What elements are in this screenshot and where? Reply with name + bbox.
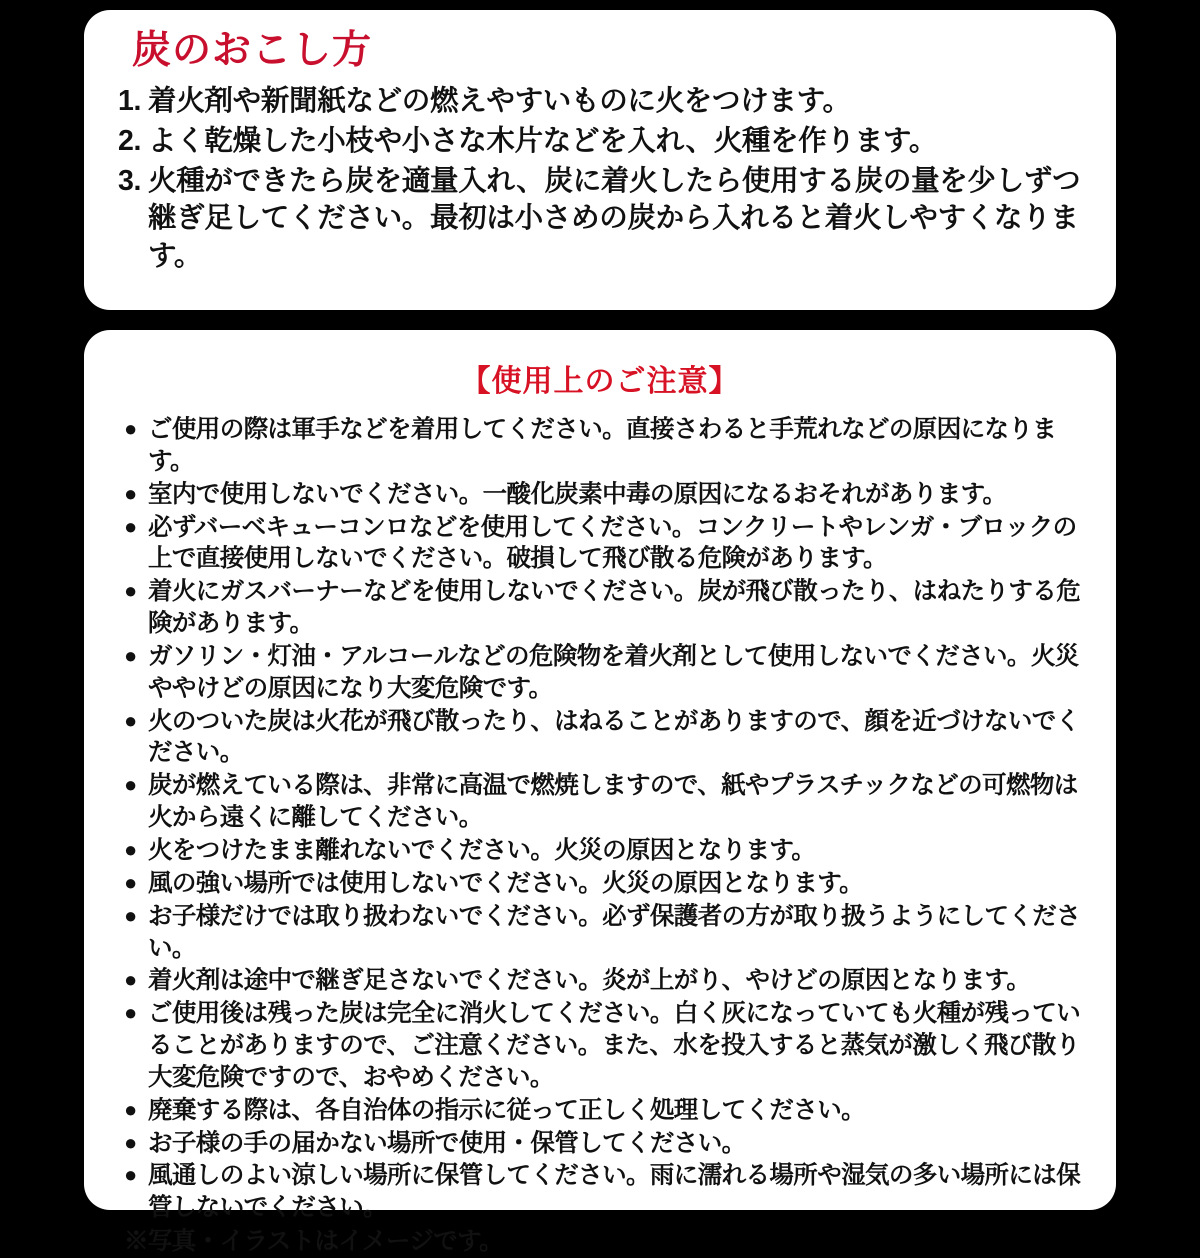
list-item xyxy=(124,770,1084,834)
bullet-icon: ● xyxy=(124,967,137,993)
cautions-list xyxy=(110,414,1090,1224)
bullet-icon: ● xyxy=(124,1000,137,1026)
footnote: ※写真・イラストはイメージです。 xyxy=(124,1228,503,1256)
bullet-icon: ● xyxy=(124,578,137,604)
list-item xyxy=(124,641,1084,705)
bullet-icon: ● xyxy=(124,902,137,928)
page-title: 炭のおこし方 xyxy=(132,29,373,72)
bullet-icon: ● xyxy=(124,1096,137,1122)
caution-text: 室内で使用しないでください。一酸化炭素中毒の原因になるおそれがあります。 xyxy=(148,480,1007,508)
list-item xyxy=(124,479,1084,511)
bullet-icon: ● xyxy=(124,1162,137,1188)
list-item xyxy=(118,83,1082,121)
bullet-icon: ● xyxy=(124,772,137,798)
caution-text: 炭が燃えている際は、非常に高温で燃焼しますので、紙やプラスチックなどの可燃物は火から遠くに離してください。 xyxy=(148,772,1078,832)
list-item xyxy=(124,965,1084,997)
step-text: 火種ができたら炭を適量入れ、炭に着火したら使用する炭の量を少しずつ継ぎ足してください。最初は小さめの炭から入れると着火しやすくなります。 xyxy=(148,164,1081,273)
how-to-steps-list xyxy=(118,83,1082,276)
list-item xyxy=(124,512,1084,576)
list-item xyxy=(124,706,1084,770)
bullet-icon: ● xyxy=(124,707,137,733)
caution-text: 火をつけたまま離れないでください。火災の原因となります。 xyxy=(148,836,816,864)
caution-text: ご使用の際は軍手などを着用してください。直接さわると手荒れなどの原因になります。 xyxy=(148,416,1057,475)
bullet-icon: ● xyxy=(124,642,137,668)
list-item xyxy=(124,414,1084,478)
list-item xyxy=(124,998,1084,1094)
caution-text: 必ずバーベキューコンロなどを使用してください。コンクリートやレンガ・ブロックの上で直接使用しないでください。破損して飛び散る危険があります。 xyxy=(148,513,1077,573)
list-item xyxy=(124,1160,1084,1224)
step-number: 3. xyxy=(118,164,142,197)
caution-text: お子様の手の届かない場所で使用・保管してください。 xyxy=(148,1129,746,1157)
cautions-card xyxy=(84,330,1116,1256)
bullet-icon: ● xyxy=(124,480,137,506)
bullet-icon: ● xyxy=(124,869,137,895)
list-item xyxy=(124,901,1084,965)
step-number: 2. xyxy=(118,124,142,157)
bullet-icon: ● xyxy=(124,416,137,441)
caution-text: 風通しのよい涼しい場所に保管してください。雨に濡れる場所や湿気の多い場所には保管しないでください。 xyxy=(148,1162,1081,1222)
caution-text: お子様だけでは取り扱わないでください。必ず保護者の方が取り扱うようにしてください。 xyxy=(148,902,1081,962)
step-text: 着火剤や新聞紙などの燃えやすいものに火をつけます。 xyxy=(148,84,851,117)
how-to-light-charcoal-card xyxy=(84,10,1116,310)
caution-text: 廃棄する際は、各自治体の指示に従って正しく処理してください。 xyxy=(148,1096,865,1124)
bullet-icon: ● xyxy=(124,836,137,862)
list-item xyxy=(118,163,1082,277)
caution-text: 火のついた炭は火花が飛び散ったり、はねることがありますので、顔を近づけないでください。 xyxy=(148,707,1080,767)
cautions-title: 【使用上のご注意】 xyxy=(460,365,740,398)
caution-text: 着火剤は途中で継ぎ足さないでください。炎が上がり、やけどの原因となります。 xyxy=(148,967,1031,995)
list-item xyxy=(124,835,1084,867)
list-item xyxy=(118,123,1082,161)
list-item xyxy=(124,576,1084,640)
bullet-icon: ● xyxy=(124,513,137,539)
step-number: 1. xyxy=(118,84,142,117)
caution-text: 風の強い場所では使用しないでください。火災の原因となります。 xyxy=(148,869,864,897)
bullet-icon: ● xyxy=(124,1129,137,1155)
caution-text: 着火にガスバーナーなどを使用しないでください。炭が飛び散ったり、はねたりする危険があります。 xyxy=(148,578,1081,638)
list-item xyxy=(124,868,1084,900)
list-item xyxy=(124,1128,1084,1160)
caution-text: ガソリン・灯油・アルコールなどの危険物を着火剤として使用しないでください。火災ややけどの原因になり大変危険です。 xyxy=(148,642,1079,702)
caution-text: ご使用後は残った炭は完全に消火してください。白く灰になっていても火種が残っていることがありますので、ご注意ください。また、水を投入すると蒸気が激しく飛び散り大変危険ですので、おやめください。 xyxy=(148,1000,1081,1091)
list-item xyxy=(124,1095,1084,1127)
step-text: よく乾燥した小枝や小さな木片などを入れ、火種を作ります。 xyxy=(148,124,938,157)
